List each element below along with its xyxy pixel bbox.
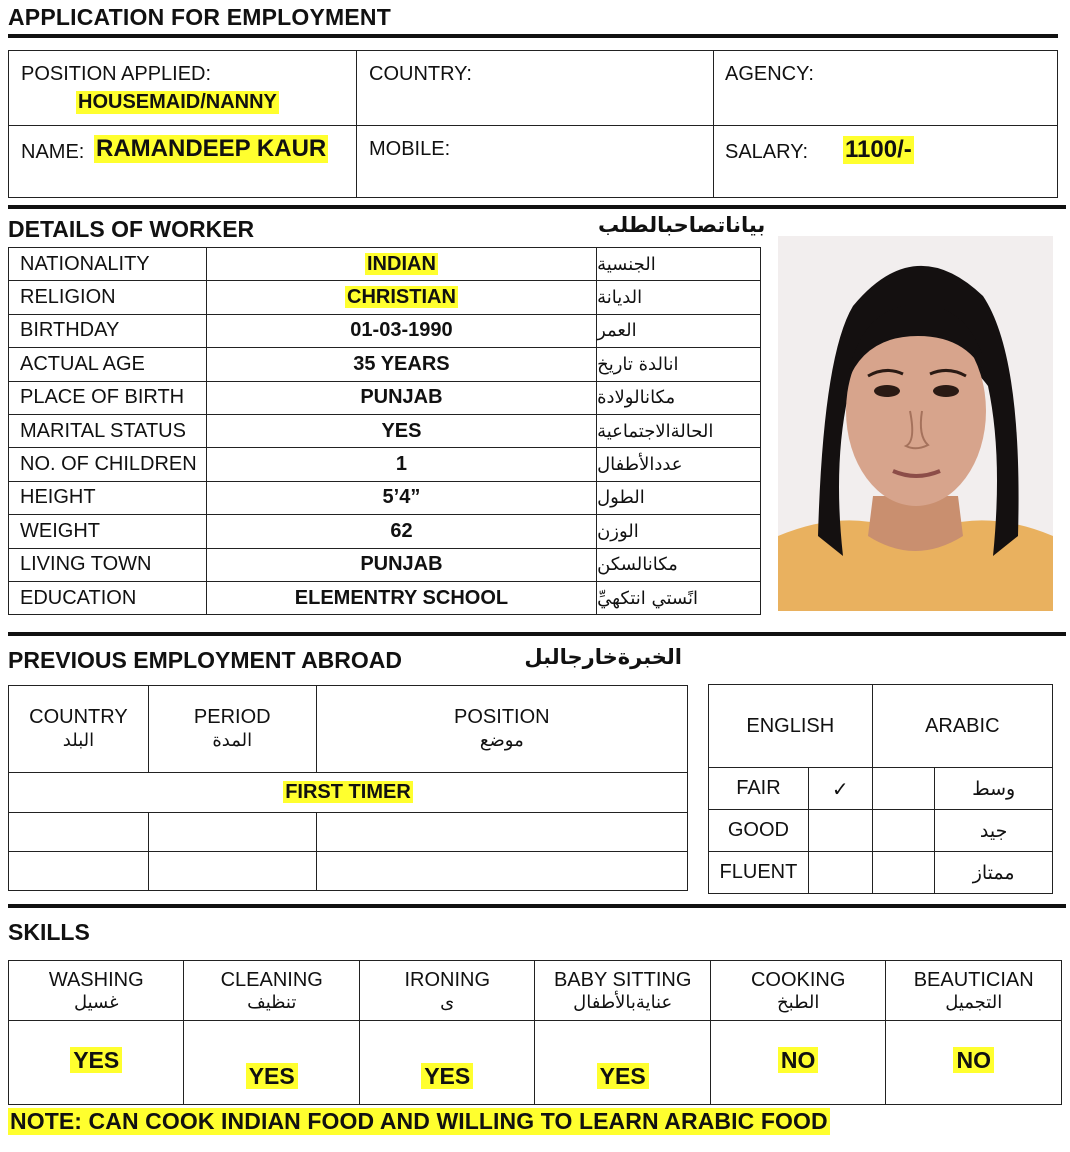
detail-value-cell (206, 281, 596, 314)
lang-arabic-check (872, 768, 935, 810)
detail-value: 01-03-1990 (350, 319, 453, 342)
detail-value-cell (206, 581, 596, 614)
lang-row (709, 768, 1053, 810)
skill-header (359, 961, 534, 1021)
note: NOTE: CAN COOK INDIAN FOOD AND WILLING TO LEARN ARABIC FOOD (10, 1108, 828, 1134)
detail-label-ar: الحالةالاجتماعية (597, 414, 761, 447)
position-value: HOUSEMAID/NANNY (78, 91, 277, 113)
skill-value: YES (70, 1047, 122, 1073)
skill-value: YES (246, 1063, 298, 1089)
detail-label-ar: الديانة (597, 281, 761, 314)
position-label: POSITION APPLIED: (21, 63, 212, 85)
detail-label-ar: انًستي انتكهيِّ (597, 581, 761, 614)
skill-value: NO (778, 1047, 819, 1073)
skill-name: BABY SITTING (553, 968, 692, 991)
previous-heading-ar: الخبرةخارجالبل (524, 645, 682, 669)
detail-label: PLACE OF BIRTH (9, 381, 207, 414)
detail-value: 62 (390, 519, 413, 542)
detail-value: CHRISTIAN (347, 286, 456, 309)
applicant-photo (778, 236, 1053, 611)
lang-row (709, 852, 1053, 894)
detail-label: RELIGION (9, 281, 207, 314)
detail-row (9, 381, 761, 414)
skill-header (886, 961, 1062, 1021)
lang-row (709, 810, 1053, 852)
skill-value-cell (535, 1021, 710, 1105)
lang-arabic-header: ARABIC (872, 685, 1052, 768)
detail-label-ar: الوزن (597, 515, 761, 548)
detail-row (9, 548, 761, 581)
detail-label-ar: العمر (597, 314, 761, 347)
detail-value: YES (381, 419, 422, 442)
skill-name: COOKING (750, 968, 846, 991)
skill-name: CLEANING (220, 968, 323, 991)
col-period: PERIOD المدة (148, 686, 316, 773)
lang-level-ar: ممتاز (935, 852, 1053, 894)
lang-arabic-check (872, 852, 935, 894)
detail-value: 5’4” (382, 486, 421, 509)
detail-label: WEIGHT (9, 515, 207, 548)
skill-name-ar: الطبخ (777, 991, 820, 1013)
lang-level-ar: جيد (935, 810, 1053, 852)
lang-arabic-check (872, 810, 935, 852)
detail-value-cell (206, 381, 596, 414)
detail-value: 35 YEARS (353, 352, 450, 375)
detail-value-cell (206, 448, 596, 481)
detail-value-cell (206, 548, 596, 581)
skill-name: IRONING (404, 968, 490, 991)
detail-value-cell (206, 515, 596, 548)
details-rule (8, 205, 1066, 209)
page-title: APPLICATION FOR EMPLOYMENT (8, 4, 391, 30)
detail-row (9, 581, 761, 614)
details-table (8, 247, 761, 615)
detail-label: ACTUAL AGE (9, 348, 207, 381)
detail-value: PUNJAB (360, 553, 443, 576)
header-grid (8, 50, 1058, 198)
detail-value: INDIAN (367, 252, 436, 275)
details-heading-ar: بياناتصاحبالطلب (598, 213, 766, 237)
details-heading: DETAILS OF WORKER (8, 216, 255, 242)
col-country: COUNTRY البلد (9, 686, 149, 773)
detail-row (9, 414, 761, 447)
skill-value-cell (9, 1021, 184, 1105)
skill-header (535, 961, 710, 1021)
detail-label: EDUCATION (9, 581, 207, 614)
detail-value: PUNJAB (360, 386, 443, 409)
detail-label: BIRTHDAY (9, 314, 207, 347)
skill-value-cell (184, 1021, 360, 1105)
previous-heading: PREVIOUS EMPLOYMENT ABROAD (8, 647, 403, 673)
detail-row (9, 314, 761, 347)
detail-row (9, 281, 761, 314)
detail-row (9, 515, 761, 548)
detail-label: HEIGHT (9, 481, 207, 514)
skills-heading: SKILLS (8, 919, 90, 945)
portrait-image (778, 236, 1053, 611)
detail-label-ar: مكانالولادة (597, 381, 761, 414)
detail-value: 1 (395, 453, 408, 476)
name-label: NAME: (21, 141, 85, 163)
detail-value: ELEMENTRY SCHOOL (294, 586, 509, 609)
skill-name-ar: غسيل (73, 991, 119, 1013)
detail-label-ar: الطول (597, 481, 761, 514)
skill-name-ar: التجميل (945, 991, 1003, 1013)
detail-label: MARITAL STATUS (9, 414, 207, 447)
skill-name-ar: تنظيف (247, 991, 297, 1013)
language-table (708, 684, 1053, 894)
skill-name: WASHING (48, 968, 144, 991)
detail-value-cell (206, 414, 596, 447)
skill-header (9, 961, 184, 1021)
lang-check (808, 852, 872, 894)
detail-row (9, 448, 761, 481)
detail-value-cell (206, 314, 596, 347)
detail-label: LIVING TOWN (9, 548, 207, 581)
skill-value: YES (597, 1063, 649, 1089)
lang-level: FAIR (709, 768, 809, 810)
detail-value-cell (206, 481, 596, 514)
country-label: COUNTRY: (369, 63, 472, 85)
skill-name-ar: عنايةبالأطفال (573, 991, 673, 1013)
skill-value-cell (710, 1021, 885, 1105)
detail-value-cell (206, 248, 596, 281)
lang-level: GOOD (709, 810, 809, 852)
skill-name: BEAUTICIAN (913, 968, 1034, 991)
lang-check (808, 810, 872, 852)
detail-label-ar: انالدة تاريخ (597, 348, 761, 381)
detail-label-ar: الجنسية (597, 248, 761, 281)
skill-name-ar: ی (440, 991, 455, 1013)
col-position: POSITION موضع (316, 686, 687, 773)
skill-value: NO (953, 1047, 994, 1073)
detail-row (9, 248, 761, 281)
previous-rule (8, 632, 1066, 636)
skill-header (184, 961, 360, 1021)
lang-english-header: ENGLISH (709, 685, 873, 768)
skill-value-cell (359, 1021, 534, 1105)
agency-label: AGENCY: (725, 63, 814, 85)
mobile-label: MOBILE: (369, 138, 451, 160)
detail-label-ar: مكانالسكن (597, 548, 761, 581)
detail-value-cell (206, 348, 596, 381)
salary-value: 1100/- (845, 136, 912, 163)
skills-table (8, 960, 1062, 1105)
skill-value-cell (886, 1021, 1062, 1105)
detail-row (9, 481, 761, 514)
lang-check: ✓ (808, 768, 872, 810)
detail-label: NATIONALITY (9, 248, 207, 281)
previous-entry: FIRST TIMER (9, 773, 688, 813)
lang-level: FLUENT (709, 852, 809, 894)
detail-label: NO. OF CHILDREN (9, 448, 207, 481)
title-rule (8, 34, 1058, 38)
previous-employment-table (8, 685, 688, 891)
skill-header (710, 961, 885, 1021)
salary-label: SALARY: (725, 141, 809, 163)
detail-row (9, 348, 761, 381)
lang-level-ar: وسط (935, 768, 1053, 810)
detail-label-ar: عددالأطفال (597, 448, 761, 481)
skills-rule (8, 904, 1066, 908)
name-value: RAMANDEEP KAUR (96, 135, 327, 162)
skill-value: YES (421, 1063, 473, 1089)
